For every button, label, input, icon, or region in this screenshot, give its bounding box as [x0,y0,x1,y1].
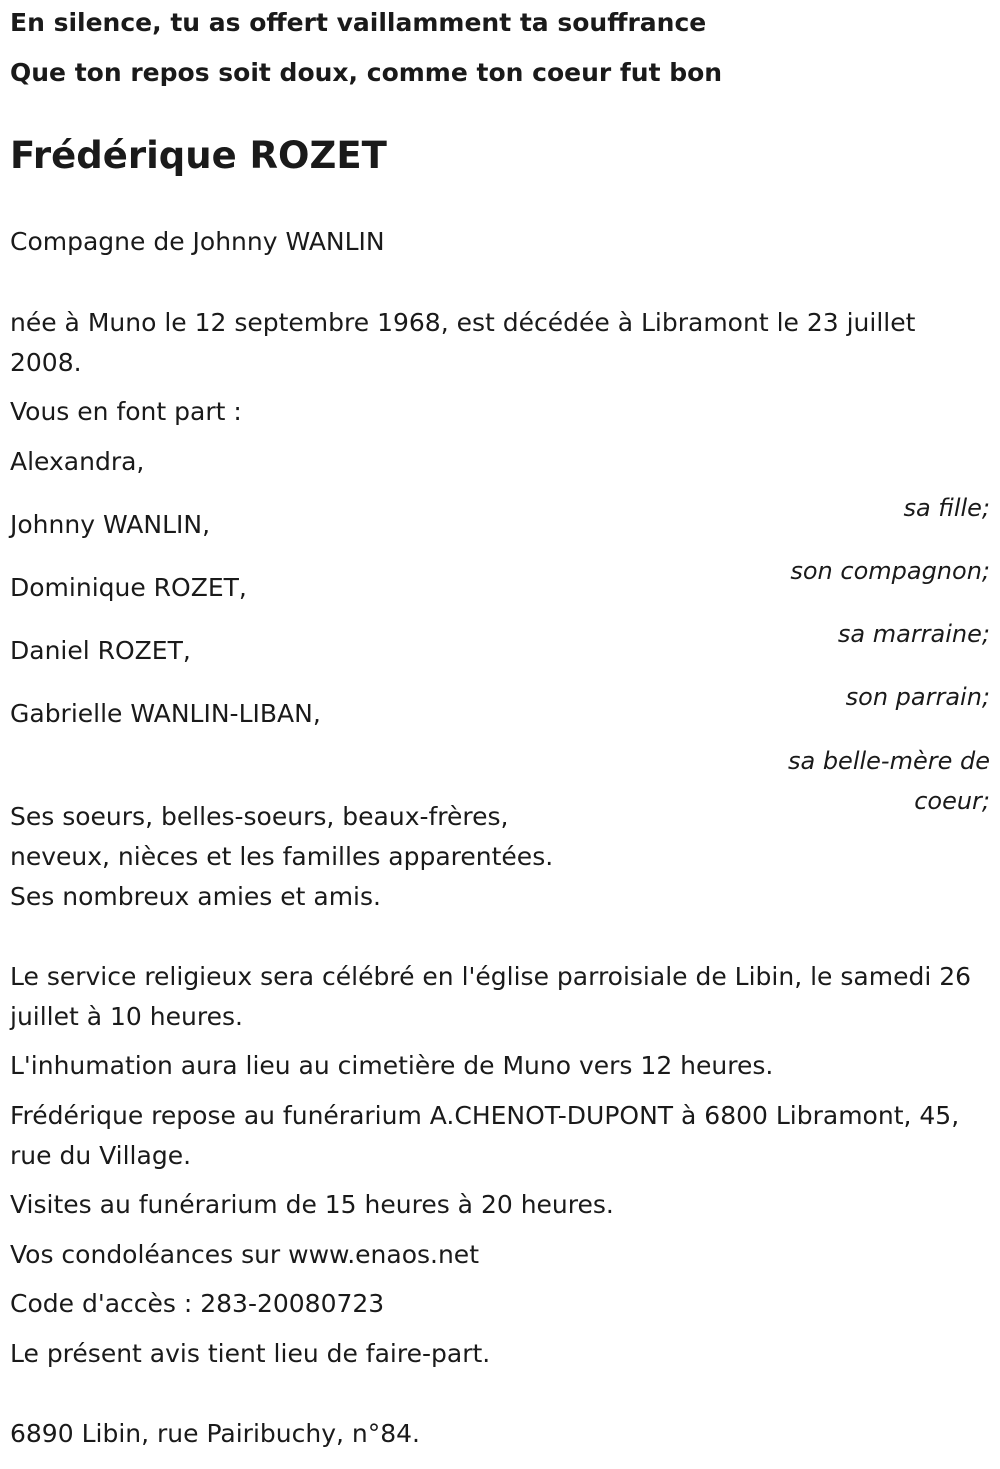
deceased-name: Frédérique ROZET [10,134,387,177]
epigraph-line-2: Que ton repos soit doux, comme ton coeur fut bon [10,58,723,87]
family-member-relation: sa marraine; [837,620,990,648]
family-member-relation: sa belle-mère de coeur; [787,747,990,815]
family-member-name: Johnny WANLIN, [10,510,211,539]
family-member-relation: son parrain; [845,683,990,711]
epigraph-line-1: En silence, tu as offert vaillamment ta souffrance [10,8,707,37]
announcers-intro: Vous en font part : [10,397,242,426]
family-member-name: Gabrielle WANLIN-LIBAN, [10,699,321,728]
family-member-relation: son compagnon; [790,557,990,585]
extended-family-line-3: Ses nombreux amies et amis. [10,882,381,911]
visits-info: Visites au funérarium de 15 heures à 20 heures. [10,1190,614,1219]
extended-family-line-2: neveux, nièces et les familles apparentées. [10,842,554,871]
access-code: Code d'accès : 283-20080723 [10,1289,385,1318]
family-member-name: Dominique ROZET, [10,573,247,602]
condolences-info: Vos condoléances sur www.enaos.net [10,1240,479,1269]
home-address: 6890 Libin, rue Pairibuchy, n°84. [10,1419,420,1448]
partner-line: Compagne de Johnny WANLIN [10,227,385,256]
burial-info: L'inhumation aura lieu au cimetière de Muno vers 12 heures. [10,1051,774,1080]
extended-family-line-1: Ses soeurs, belles-soeurs, beaux-frères, [10,802,509,831]
birth-death-statement: née à Muno le 12 septembre 1968, est décédée à Libramont le 23 juillet 2008. [10,308,916,377]
notice-statement: Le présent avis tient lieu de faire-part. [10,1339,491,1368]
family-member-name: Alexandra, [10,447,145,476]
ceremony-info: Le service religieux sera célébré en l'église parroisiale de Libin, le samedi 26 juillet à 10 heures. [10,962,972,1031]
family-member-relation: sa fille; [903,494,990,522]
family-member-name: Daniel ROZET, [10,636,191,665]
funeral-home-info: Frédérique repose au funérarium A.CHENOT-DUPONT à 6800 Libramont, 45, rue du Village. [10,1101,960,1170]
